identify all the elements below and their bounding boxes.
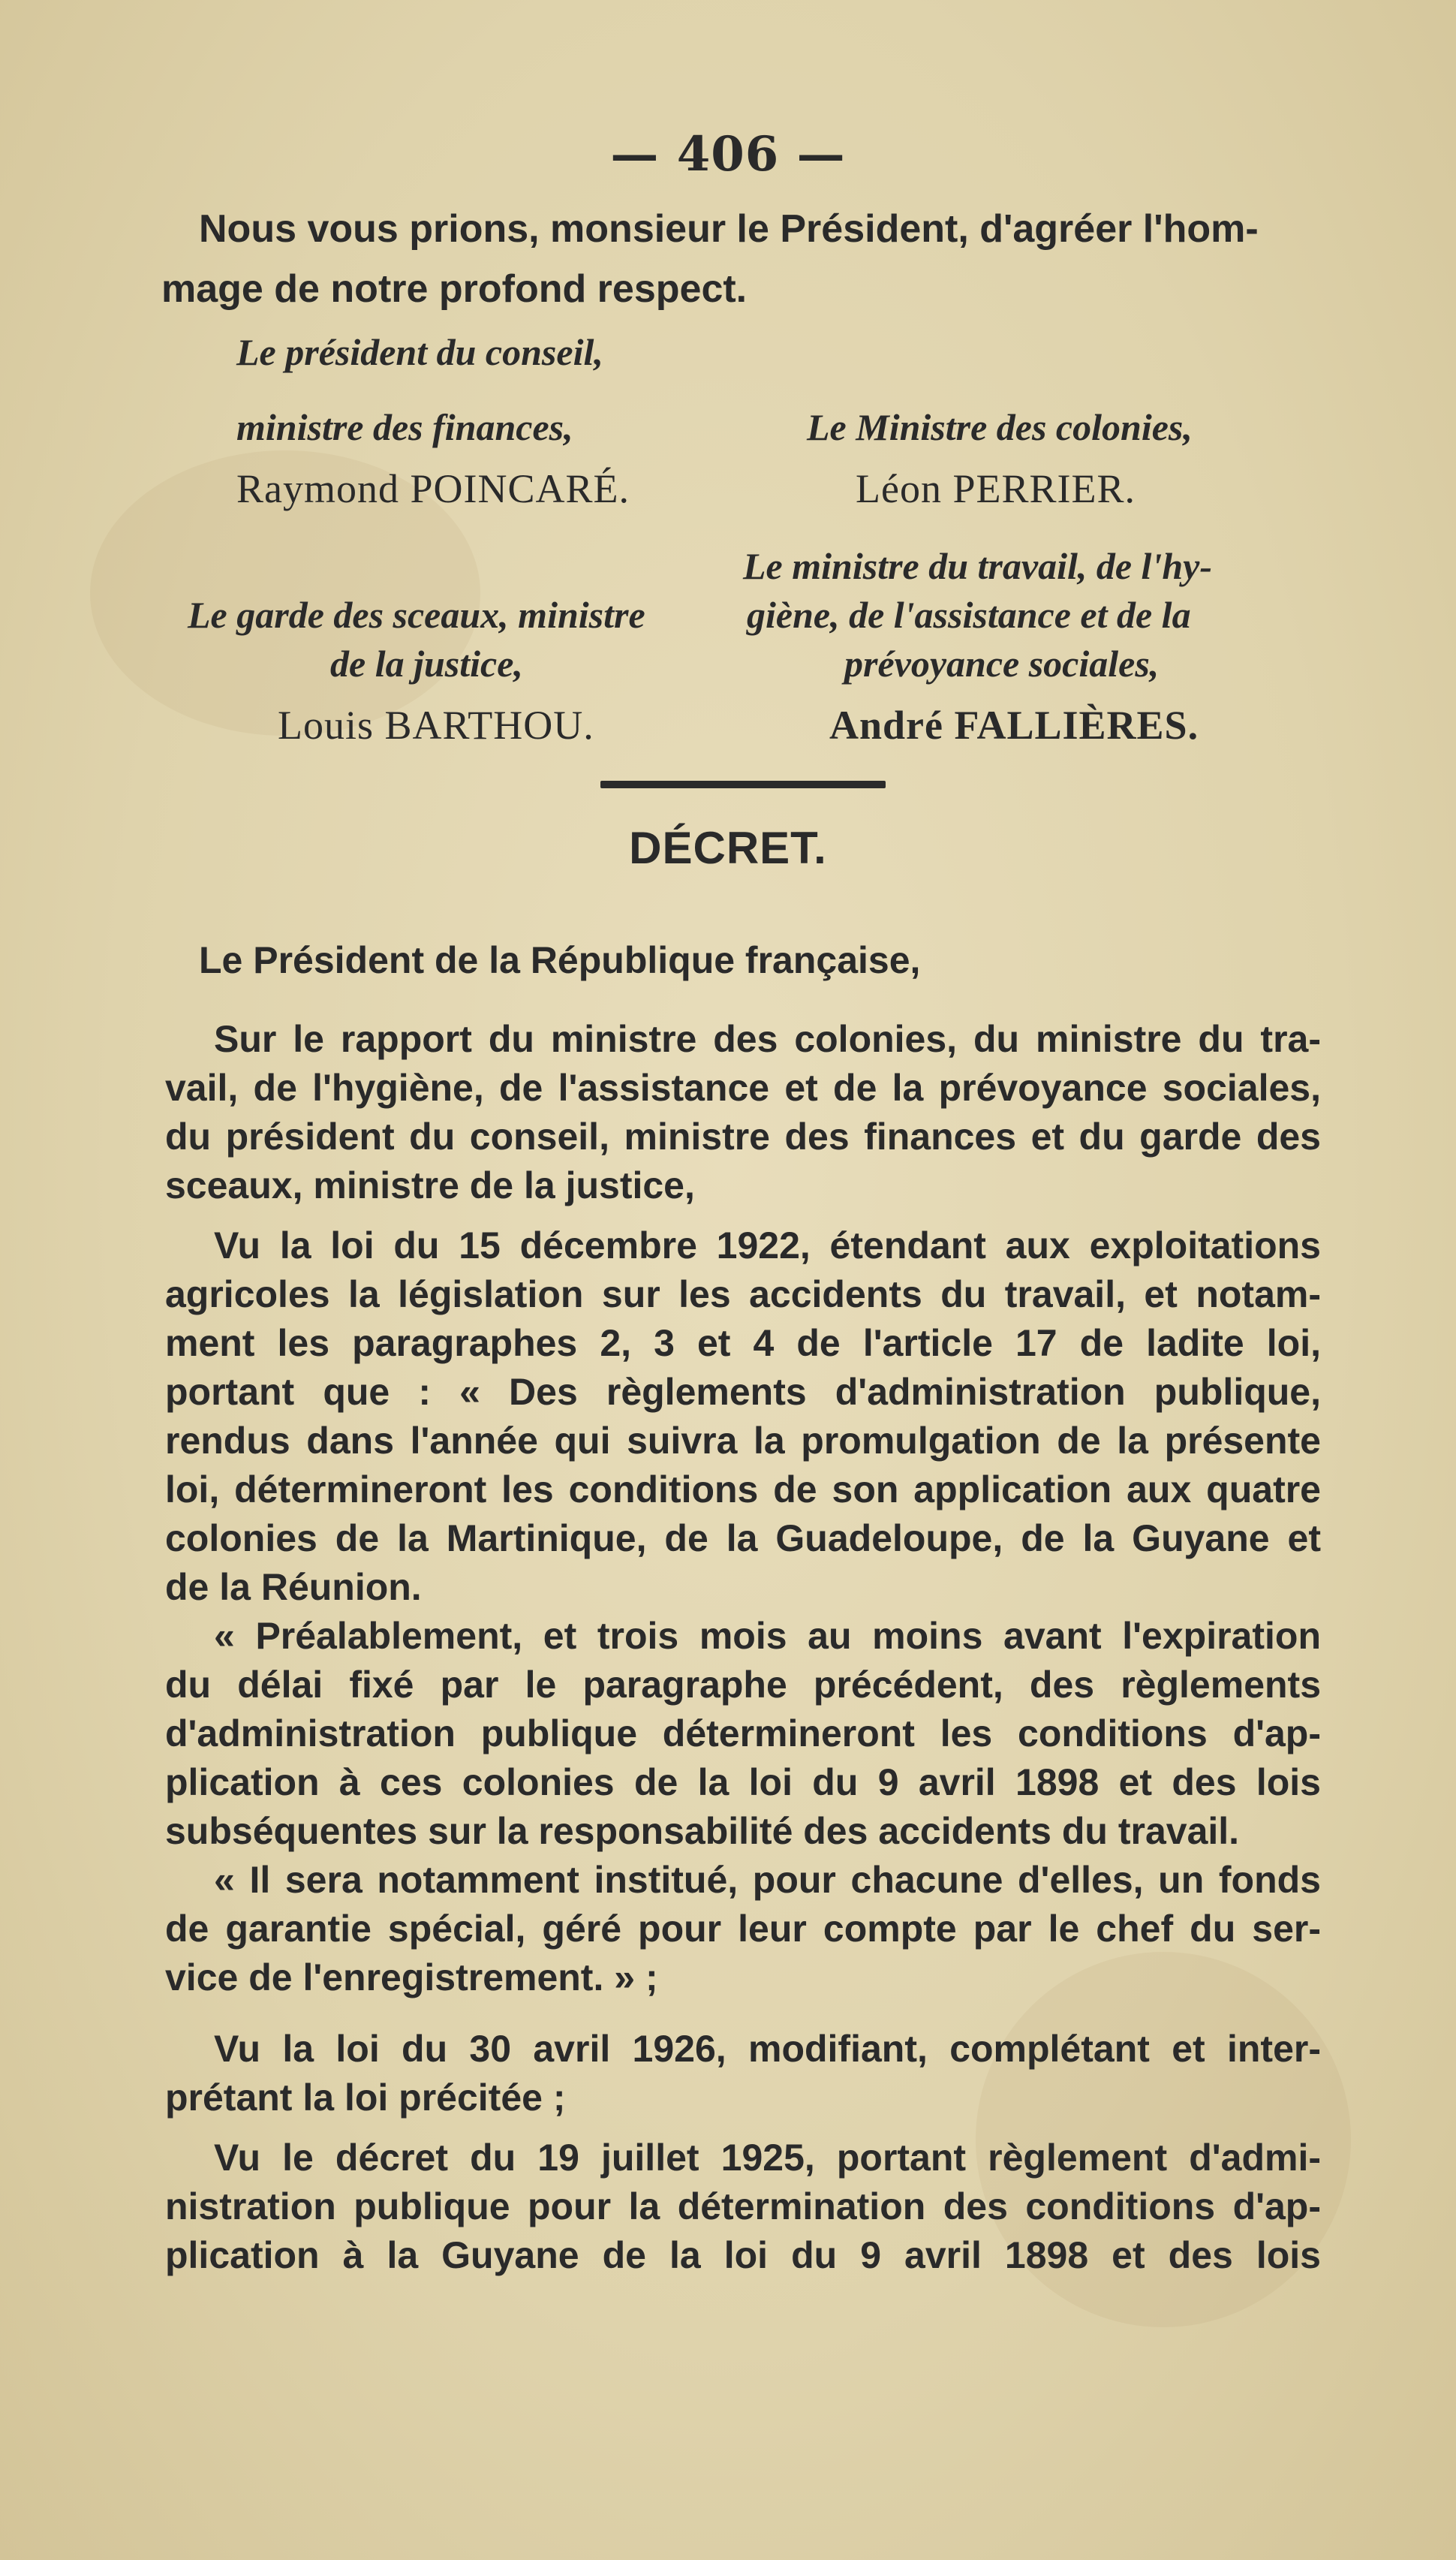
decree-text-line: portant que : « Des règlements d'administration publique, bbox=[165, 1371, 1321, 1413]
section-title: DÉCRET. bbox=[629, 823, 827, 873]
signature-title: ministre des finances, bbox=[236, 406, 573, 448]
signature-title: Le président du conseil, bbox=[236, 331, 603, 373]
decree-text-line: prétant la loi précitée ; bbox=[165, 2077, 566, 2119]
signature-name: Raymond POINCARÉ. bbox=[236, 466, 630, 511]
decree-text-line: plication à ces colonies de la loi du 9 avril 1898 et des lois bbox=[165, 1761, 1321, 1803]
signature-title: Le ministre du travail, de l'hy- bbox=[743, 545, 1212, 587]
decree-text-line: Vu la loi du 30 avril 1926, modifiant, complétant et inter- bbox=[214, 2028, 1321, 2070]
signature-title: de la justice, bbox=[330, 643, 523, 685]
signature-title: prévoyance sociales, bbox=[844, 643, 1160, 685]
decree-text-line: colonies de la Martinique, de la Guadeloupe, de la Guyane et bbox=[165, 1517, 1321, 1559]
decree-text-line: vice de l'enregistrement. » ; bbox=[165, 1956, 658, 1998]
closing-line-2: mage de notre profond respect. bbox=[161, 267, 748, 311]
decree-text-line: d'administration publique détermineront les conditions d'ap- bbox=[165, 1712, 1321, 1754]
decree-text-line: loi, détermineront les conditions de son application aux quatre bbox=[165, 1468, 1321, 1510]
signature-title: Le garde des sceaux, ministre bbox=[188, 594, 645, 636]
decree-text-line: du président du conseil, ministre des finances et du garde des bbox=[165, 1116, 1321, 1158]
decree-text-line: Vu le décret du 19 juillet 1925, portant règlement d'admi- bbox=[214, 2137, 1321, 2179]
decree-text-line: nistration publique pour la détermination des conditions d'ap- bbox=[165, 2185, 1321, 2227]
page-number: — 406 — bbox=[610, 126, 846, 182]
decree-text-line: vail, de l'hygiène, de l'assistance et de la prévoyance sociales, bbox=[165, 1067, 1321, 1109]
signature-title: Le Ministre des colonies, bbox=[807, 406, 1193, 448]
decree-text-line: Vu la loi du 15 décembre 1922, étendant aux exploitations bbox=[214, 1224, 1321, 1266]
signature-name: Louis BARTHOU. bbox=[278, 703, 594, 748]
signature-name: Léon PERRIER. bbox=[856, 466, 1136, 511]
decree-text-line: du délai fixé par le paragraphe précédent, des règlements bbox=[165, 1664, 1321, 1706]
decree-text-line: plication à la Guyane de la loi du 9 avril 1898 et des lois bbox=[165, 2234, 1321, 2276]
decree-text-line: sceaux, ministre de la justice, bbox=[165, 1164, 695, 1206]
decree-text-line: subséquentes sur la responsabilité des accidents du travail. bbox=[165, 1810, 1240, 1852]
decree-text-line: Le Président de la République française, bbox=[199, 939, 921, 981]
decree-text-line: de garantie spécial, géré pour leur compte par le chef du ser- bbox=[165, 1908, 1321, 1950]
decree-text-line: rendus dans l'année qui suivra la promulgation de la présente bbox=[165, 1420, 1321, 1462]
decree-text-line: « Il sera notamment institué, pour chacune d'elles, un fonds bbox=[214, 1859, 1321, 1901]
decree-text-line: ment les paragraphes 2, 3 et 4 de l'article 17 de ladite loi, bbox=[165, 1322, 1321, 1364]
signature-name: André FALLIÈRES. bbox=[829, 703, 1199, 748]
closing-line-1: Nous vous prions, monsieur le Président, d'agréer l'hom- bbox=[199, 207, 1259, 251]
decree-text-line: « Préalablement, et trois mois au moins avant l'expiration bbox=[214, 1615, 1321, 1657]
section-divider bbox=[600, 781, 886, 788]
decree-text-line: Sur le rapport du ministre des colonies, du ministre du tra- bbox=[214, 1018, 1321, 1060]
decree-text-line: de la Réunion. bbox=[165, 1566, 422, 1608]
decree-text-line: agricoles la législation sur les accidents du travail, et notam- bbox=[165, 1273, 1321, 1315]
signature-title: giène, de l'assistance et de la bbox=[747, 594, 1191, 636]
